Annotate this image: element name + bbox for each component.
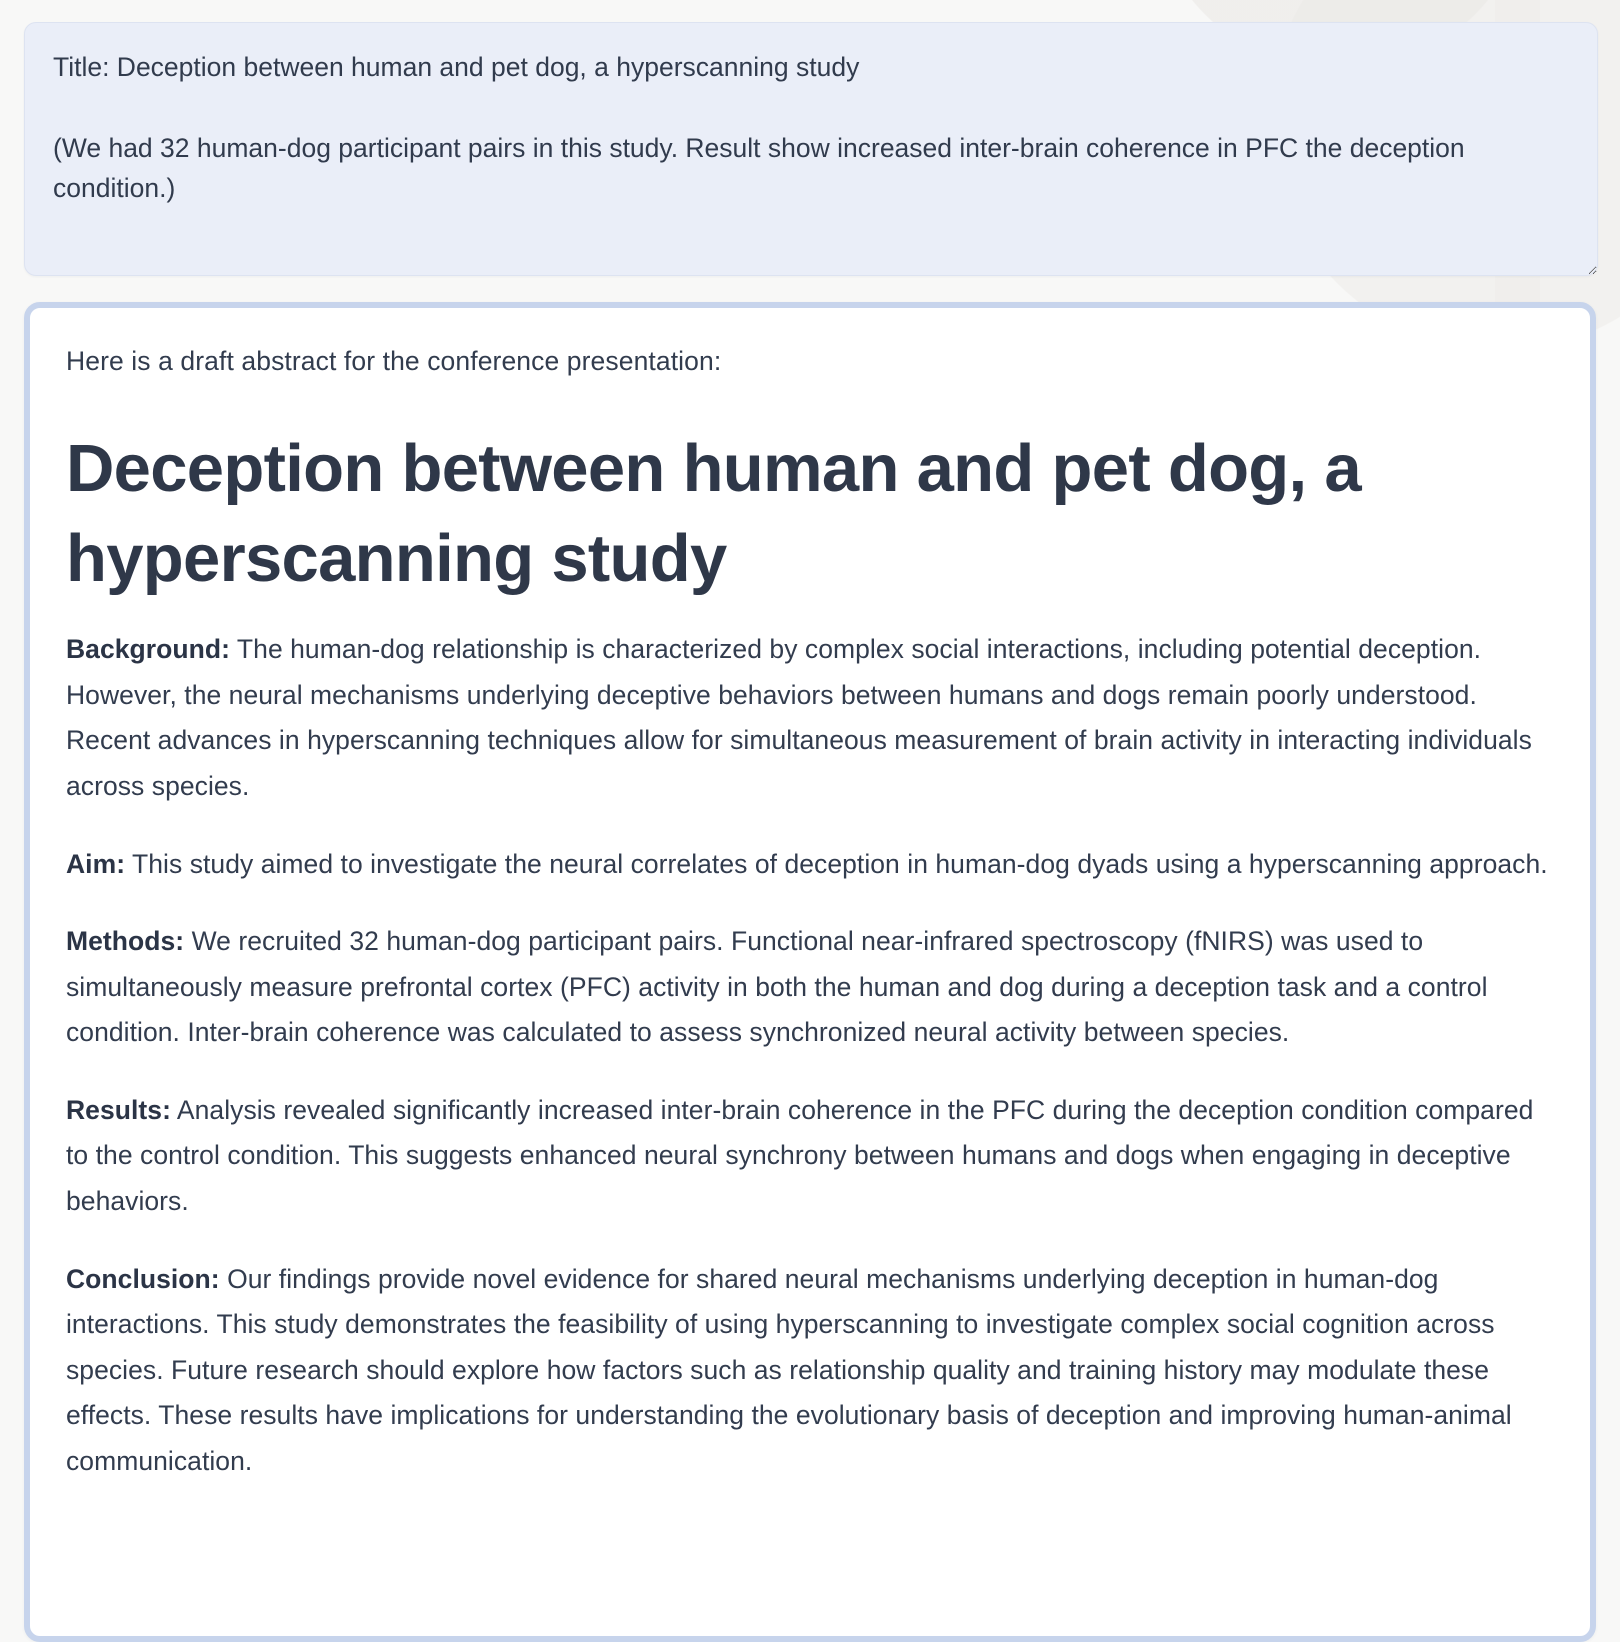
abstract-result-card	[24, 302, 1596, 1642]
prompt-input[interactable]	[24, 22, 1598, 276]
section-conclusion	[66, 1257, 1560, 1485]
abstract-title: Deception between human and pet dog, a hyperscanning study	[66, 430, 1361, 596]
section-label-aim: Aim:	[66, 848, 126, 879]
section-background	[66, 627, 1560, 809]
section-results	[66, 1088, 1560, 1225]
prompt-section	[24, 22, 1596, 276]
intro-text: Here is a draft abstract for the conference presentation:	[66, 346, 722, 376]
section-methods	[66, 919, 1560, 1056]
section-label-results: Results:	[66, 1094, 171, 1125]
section-text-aim: This study aimed to investigate the neural correlates of deception in human-dog dyads using a hyperscanning approach.	[125, 848, 1548, 879]
section-text-background: The human-dog relationship is characterized by complex social interactions, including potential deception. However, the neural mechanisms underlying deceptive behaviors between humans and dogs remain poorly understood. Recent advances in hyperscanning techniques allow for simultaneous measurement of brain activity in interacting individuals across species.	[66, 634, 1532, 802]
section-aim	[66, 842, 1560, 888]
abstract-body	[60, 627, 1560, 1484]
section-text-results: Analysis revealed significantly increased inter-brain coherence in the PFC during the deception condition compared to the control condition. This suggests enhanced neural synchrony between humans and dogs when engaging in deceptive behaviors.	[66, 1094, 1534, 1217]
section-label-background: Background:	[66, 634, 230, 665]
section-text-methods: We recruited 32 human-dog participant pairs. Functional near-infrared spectroscopy (fNIRS) was used to simultaneously measure prefrontal cortex (PFC) activity in both the human and dog during a deception task and a control condition. Inter-brain coherence was calculated to assess synchronized neural activity between species.	[66, 926, 1488, 1048]
section-text-conclusion: Our findings provide novel evidence for shared neural mechanisms underlying deception in human-dog interactions. This study demonstrates the feasibility of using hyperscanning to investigate complex social cognition across species. Future research should explore how factors such as relationship quality and training history may modulate these effects. These results have implications for understanding the evolutionary basis of deception and improving human-animal communication.	[66, 1263, 1512, 1476]
section-label-methods: Methods:	[66, 926, 185, 957]
section-label-conclusion: Conclusion:	[66, 1263, 220, 1294]
